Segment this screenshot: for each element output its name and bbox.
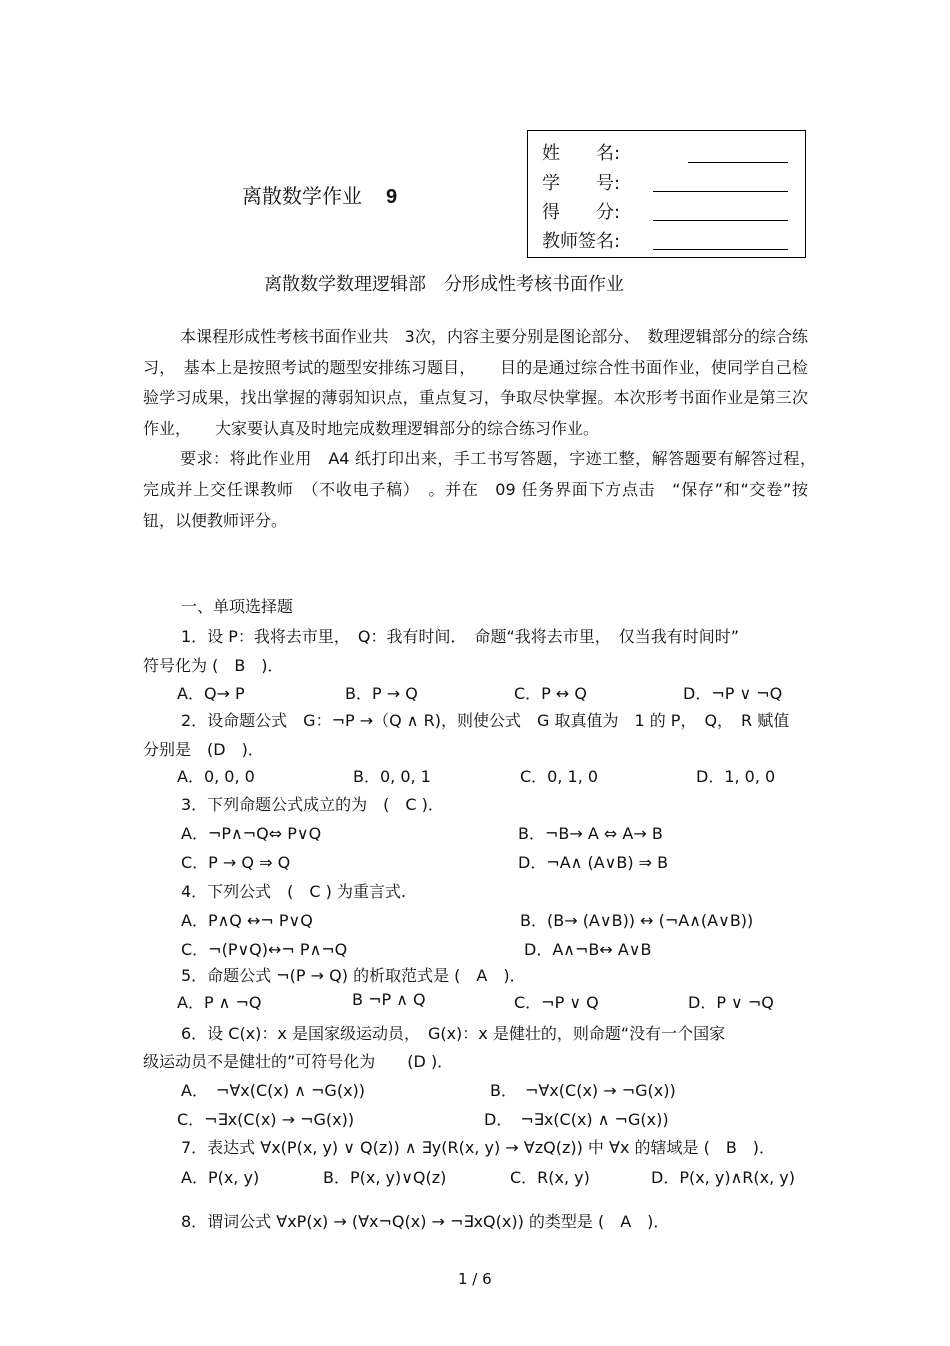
q3-option-d: D．¬A∧ (A∨B) ⇒ B [518,853,669,872]
q7-option-b: B．P(x, y)∨Q(z) [323,1168,447,1187]
section-heading: 一、单项选择题 [181,597,294,616]
q1-text-line2: 符号化为 ( B )． [143,656,284,675]
student-id-blank[interactable] [653,191,788,192]
q2-text-line1: 2．设命题公式 G：¬P →（Q ∧ R)，则使公式 G 取真值为 1 的 P， Q， R 赋值 [181,711,790,730]
q1-option-d: D．¬P ∨ ¬Q [683,684,783,703]
title-text: 离散数学作业 [242,184,362,208]
intro-paragraph-2: 要求：将此作业用 A4 纸打印出来，手工书写答题，字迹工整，解答题要有解答过程， 完成并上交任课教师 （不收电子稿） 。并在 09 任务界面下方点击 “保存”和“交卷”按钮，以便教师评分。 [143,449,825,530]
student-info-box [527,130,806,258]
q3-option-a: A．¬P∧¬Q⇔ P∨Q [181,824,322,843]
q6-option-a: A． ¬∀x(C(x) ∧ ¬G(x)) [181,1081,366,1100]
q7-option-a: A．P(x, y) [181,1168,260,1187]
q7-option-c: C．R(x, y) [510,1168,590,1187]
document-title [242,180,397,209]
assignment-number: 9 [386,186,398,208]
q8-text: 8．谓词公式 ∀xP(x) → (∀x¬Q(x) → ¬∃xQ(x)) 的类型是 ( A )． [181,1212,670,1231]
q4-option-c: C．¬(P∨Q)↔¬ P∧¬Q [181,940,348,959]
q5-option-a: A．P ∧ ¬Q [177,993,262,1012]
q3-text: 3．下列命题公式成立的为 ( C )． [181,795,444,814]
q4-option-d: D．A∧¬B↔ A∨B [524,940,652,959]
q4-option-a: A．P∧Q ↔¬ P∨Q [181,911,313,930]
q4-text: 4．下列公式 ( C ) 为重言式. [181,882,407,901]
subtitle: 离散数学数理逻辑部 分形成性考核书面作业 [264,274,624,295]
q2-option-c: C．0, 1, 0 [520,767,599,786]
q6-text-line1: 6．设 C(x)：x 是国家级运动员， G(x)：x 是健壮的，则命题“没有一个国家 [181,1024,726,1043]
q7-text: 7．表达式 ∀x(P(x, y) ∨ Q(z)) ∧ ∃y(R(x, y) → ∀zQ(z)) 中 ∀x 的辖域是 ( B )． [181,1138,776,1157]
student-id-label: 学 号: [542,173,621,194]
q2-option-d: D．1, 0, 0 [696,767,776,786]
q6-text-line2: 级运动员不是健壮的”可符号化为 (D )． [143,1052,454,1071]
q5-text: 5．命题公式 ¬(P → Q) 的析取范式是 ( A )． [181,966,526,985]
q5-option-d: D．P ∨ ¬Q [688,993,774,1012]
q6-option-d: D． ¬∃x(C(x) ∧ ¬G(x)) [484,1110,669,1129]
q1-option-a: A．Q→ P [177,684,245,703]
teacher-signature-label: 教师签名: [542,231,621,252]
q3-option-c: C．P → Q ⇒ Q [181,853,291,872]
intro-section [143,322,825,536]
q2-option-a: A．0, 0, 0 [177,767,255,786]
q4-option-b: B．(B→ (A∨B)) ↔ (¬A∧(A∨B)) [520,911,754,930]
name-label: 姓 名: [542,143,621,164]
q1-option-c: C．P ↔ Q [514,684,587,703]
q1-text-line1: 1．设 P：我将去市里， Q：我有时间． 命题“我将去市里， 仅当我有时间时” [181,627,740,646]
q5-option-c: C．¬P ∨ Q [514,993,599,1012]
score-blank[interactable] [653,220,788,221]
score-label: 得 分: [542,202,621,223]
intro-paragraph-1: 本课程形成性考核书面作业共 3次，内容主要分别是图论部分、 数理逻辑部分的综合练习， 基本上是按照考试的题型安排练习题目， 目的是通过综合性书面作业，使同学自己检验学习成果，找出掌握的薄弱知识点，重点复习，争取尽快掌握。本次形考书面作业是第三次作业， 大家要认真及时地完成数理逻辑部分的综合练习作业。 [143,327,808,438]
q6-option-c: C．¬∃x(C(x) → ¬G(x)) [177,1110,355,1129]
q3-option-b: B．¬B→ A ⇔ A→ B [518,824,663,843]
q2-text-line2: 分别是 (D )． [143,740,264,759]
q1-option-b: B．P → Q [345,684,418,703]
teacher-signature-blank[interactable] [653,249,788,250]
q5-option-b: B ¬P ∧ Q [352,990,426,1009]
q6-option-b: B． ¬∀x(C(x) → ¬G(x)) [490,1081,676,1100]
page-number: 1 / 6 [458,1270,492,1288]
name-blank[interactable] [688,162,788,163]
q7-option-d: D．P(x, y)∧R(x, y) [651,1168,795,1187]
q2-option-b: B．0, 0, 1 [353,767,431,786]
